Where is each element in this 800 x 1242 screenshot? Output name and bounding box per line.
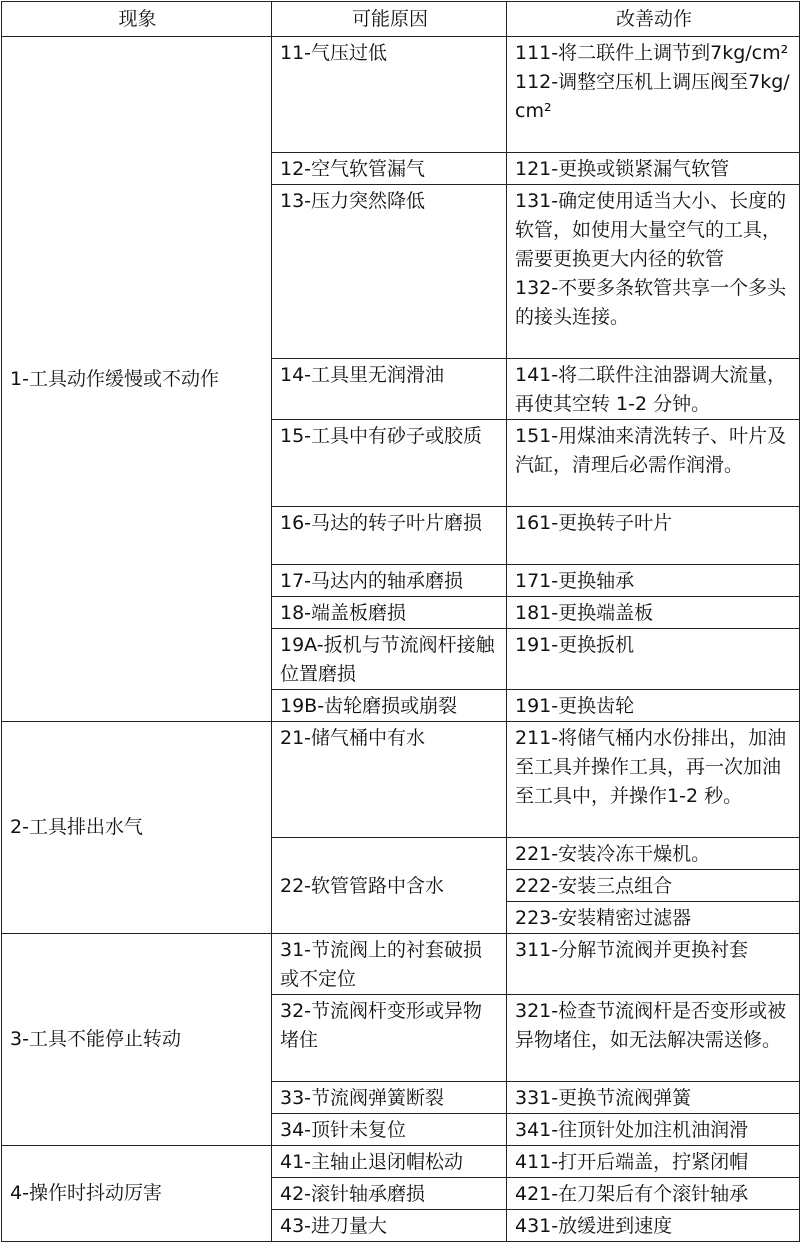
header-symptom: 现象 — [2, 2, 272, 37]
action-cell — [507, 1210, 800, 1242]
action-cell — [507, 902, 800, 934]
symptom-cell: 4-操作时抖动厉害 — [2, 1146, 272, 1242]
action-cell — [507, 722, 800, 838]
action-cell — [507, 1114, 800, 1146]
cause-cell: 41-主轴止退闭帽松动 — [272, 1146, 507, 1178]
action-line: 211-将储气桶内水份排出，加油至工具并操作工具，再一次加油至工具中，并操作1-2 秒。 — [515, 727, 787, 807]
action-line: 421-在刀架后有个滚针轴承 — [515, 1183, 749, 1205]
action-line: 191-更换扳机 — [515, 634, 635, 656]
action-line: 171-更换轴承 — [515, 570, 635, 592]
action-cell — [507, 1146, 800, 1178]
cause-cell: 17-马达内的轴承磨损 — [272, 565, 507, 597]
cause-cell: 18-端盖板磨损 — [272, 597, 507, 629]
action-line: 223-安装精密过滤器 — [515, 907, 692, 929]
action-cell — [507, 153, 800, 185]
header-action: 改善动作 — [507, 2, 800, 37]
action-line: 131-确定使用适当大小、长度的软管，如使用大量空气的工具，需要更换更大内径的软管 — [515, 190, 787, 270]
cause-cell: 12-空气软管漏气 — [272, 153, 507, 185]
cause-cell: 19B-齿轮磨损或崩裂 — [272, 690, 507, 722]
cause-cell: 16-马达的转子叶片磨损 — [272, 507, 507, 565]
troubleshooting-table — [1, 1, 800, 1242]
action-cell — [507, 629, 800, 690]
symptom-cell: 1-工具动作缓慢或不动作 — [2, 37, 272, 722]
header-cause: 可能原因 — [272, 2, 507, 37]
cause-cell: 14-工具里无润滑油 — [272, 359, 507, 420]
action-line: 191-更换齿轮 — [515, 695, 635, 717]
action-line: 331-更换节流阀弹簧 — [515, 1087, 692, 1109]
action-cell — [507, 690, 800, 722]
cause-cell: 43-进刀量大 — [272, 1210, 507, 1242]
action-cell — [507, 995, 800, 1082]
action-line: 151-用煤油来清洗转子、叶片及汽缸，清理后必需作润滑。 — [515, 425, 787, 476]
action-cell — [507, 1178, 800, 1210]
cause-cell: 21-储气桶中有水 — [272, 722, 507, 838]
table-row — [2, 934, 800, 995]
cause-cell: 32-节流阀杆变形或异物堵住 — [272, 995, 507, 1082]
cause-cell: 11-气压过低 — [272, 37, 507, 153]
action-line: 341-往顶针处加注机油润滑 — [515, 1119, 749, 1141]
action-line: 181-更换端盖板 — [515, 602, 654, 624]
action-line: 411-打开后端盖，拧紧闭帽 — [515, 1151, 749, 1173]
cause-cell: 42-滚针轴承磨损 — [272, 1178, 507, 1210]
cause-cell: 22-软管管路中含水 — [272, 838, 507, 934]
cause-cell: 34-顶针未复位 — [272, 1114, 507, 1146]
action-line: 132-不要多条软管共享一个多头的接头连接。 — [515, 277, 787, 328]
action-cell — [507, 565, 800, 597]
action-cell — [507, 870, 800, 902]
action-cell — [507, 37, 800, 153]
action-line: 221-安装冷冻干燥机。 — [515, 843, 711, 865]
action-cell — [507, 185, 800, 359]
action-cell — [507, 359, 800, 420]
symptom-cell: 2-工具排出水气 — [2, 722, 272, 934]
cause-cell: 13-压力突然降低 — [272, 185, 507, 359]
header-row — [2, 2, 800, 37]
action-line: 222-安装三点组合 — [515, 875, 673, 897]
action-line: 141-将二联件注油器调大流量，再使其空转 1-2 分钟。 — [515, 364, 787, 415]
action-line: 321-检查节流阀杆是否变形或被异物堵住，如无法解决需送修。 — [515, 1000, 787, 1051]
table-row — [2, 722, 800, 838]
action-line: 161-更换转子叶片 — [515, 512, 673, 534]
action-cell — [507, 934, 800, 995]
action-line: 111-将二联件上调节到7kg/cm² — [515, 42, 789, 64]
symptom-cell: 3-工具不能停止转动 — [2, 934, 272, 1146]
cause-cell: 15-工具中有砂子或胶质 — [272, 420, 507, 507]
table-row — [2, 1146, 800, 1178]
action-cell — [507, 597, 800, 629]
action-cell — [507, 420, 800, 507]
action-cell — [507, 1082, 800, 1114]
cause-cell: 33-节流阀弹簧断裂 — [272, 1082, 507, 1114]
table-body — [2, 37, 800, 1242]
action-line: 431-放缓进到速度 — [515, 1215, 673, 1237]
action-line: 121-更换或锁紧漏气软管 — [515, 158, 730, 180]
cause-cell: 31-节流阀上的衬套破损或不定位 — [272, 934, 507, 995]
table-row — [2, 37, 800, 153]
action-line: 311-分解节流阀并更换衬套 — [515, 939, 749, 961]
action-cell — [507, 838, 800, 870]
cause-cell: 19A-扳机与节流阀杆接触位置磨损 — [272, 629, 507, 690]
action-line: 112-调整空压机上调压阀至7kg/cm² — [515, 71, 790, 122]
action-cell — [507, 507, 800, 565]
